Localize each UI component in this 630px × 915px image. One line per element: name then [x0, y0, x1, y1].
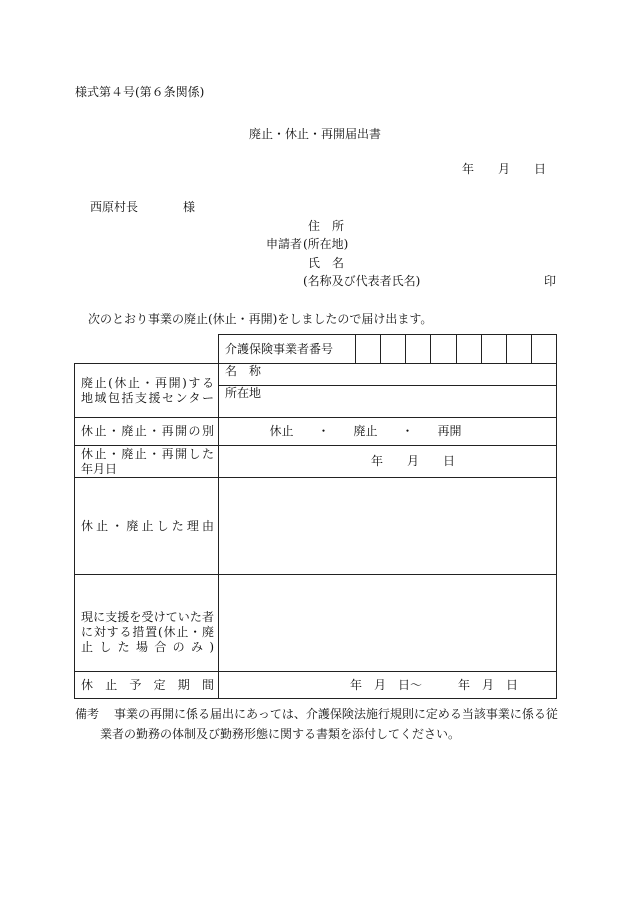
notification-table — [74, 334, 557, 699]
addressee-honorific: 様 — [183, 200, 196, 214]
provider-number-digit[interactable] — [355, 335, 380, 363]
date-label-line-1: 休止・廃止・再開した — [81, 446, 214, 461]
type-label: 休止・廃止・再開の別 — [81, 424, 214, 438]
provider-number-digit[interactable] — [506, 335, 531, 363]
date-label-line-2: 年月日 — [81, 461, 118, 476]
date-month: 月 — [498, 162, 511, 176]
applicant-name-sub: (名称及び代表者氏名) — [303, 274, 421, 288]
provider-number-digit[interactable] — [481, 335, 506, 363]
measures-label-line-3: 止した場合のみ) — [81, 639, 214, 654]
provider-number-digit[interactable] — [430, 335, 455, 363]
provider-number-digit[interactable] — [531, 335, 556, 363]
type-label-cell — [75, 418, 219, 446]
reason-value-cell[interactable] — [219, 478, 557, 575]
date-value: 年 月 日 — [371, 454, 456, 468]
center-address-cell[interactable] — [219, 386, 557, 418]
period-label: 休止予定期間 — [81, 677, 214, 692]
period-value-cell[interactable] — [219, 672, 557, 699]
applicant-name: 氏 名 — [308, 256, 345, 270]
reason-label: 休止・廃止した理由 — [81, 518, 214, 533]
provider-number-digit[interactable] — [456, 335, 481, 363]
measures-label-line-2: に対する措置(休止・廃 — [81, 624, 214, 639]
seal-mark: 印 — [544, 274, 557, 288]
reason-label-cell — [75, 478, 219, 575]
provider-number-label: 介護保険事業者番号 — [225, 342, 334, 356]
note-label: 備考 — [75, 707, 100, 721]
type-options: 休止 ・ 廃止 ・ 再開 — [269, 424, 462, 438]
form-title: 廃止・休止・再開届出書 — [248, 127, 381, 141]
form-id: 様式第４号(第６条関係) — [75, 85, 205, 99]
period-label-cell — [75, 672, 219, 699]
center-address-label: 所在地 — [225, 386, 262, 400]
intro-text: 次のとおり事業の廃止(休止・再開)をしましたので届け出ます。 — [88, 312, 433, 326]
applicant-address: 住 所 — [308, 219, 345, 233]
table-blank-cell — [75, 335, 219, 364]
date-label-cell — [75, 446, 219, 478]
center-label-line-1: 廃止(休止・再開)する — [81, 375, 214, 390]
addressee-name: 西原村長 — [90, 200, 139, 214]
note-line-1: 事業の再開に係る届出にあっては、介護保険法施行規則に定める当該事業に係る従 — [114, 707, 558, 721]
applicant-label: 申請者 — [266, 237, 303, 251]
measures-label-line-1: 現に支援を受けていた者 — [81, 609, 214, 624]
measures-value-cell[interactable] — [219, 575, 557, 672]
applicant-address-sub: (所在地) — [303, 237, 349, 251]
date-day: 日 — [534, 162, 547, 176]
provider-number-row — [219, 335, 557, 364]
note-line-2: 業者の勤務の体制及び勤務形態に関する書類を添付してください。 — [100, 727, 461, 741]
provider-number-digit[interactable] — [380, 335, 405, 363]
center-name-label: 名 称 — [225, 364, 262, 378]
period-value: 年 月 日～ 年 月 日 — [350, 677, 519, 692]
provider-number-digit[interactable] — [405, 335, 430, 363]
measures-label-cell — [75, 575, 219, 672]
center-name-cell[interactable] — [219, 364, 557, 386]
center-label-cell — [75, 364, 219, 418]
center-label-line-2: 地域包括支援センター — [81, 390, 214, 405]
date-value-cell[interactable] — [219, 446, 557, 478]
date-year: 年 — [462, 162, 475, 176]
type-options-cell[interactable] — [219, 418, 557, 446]
